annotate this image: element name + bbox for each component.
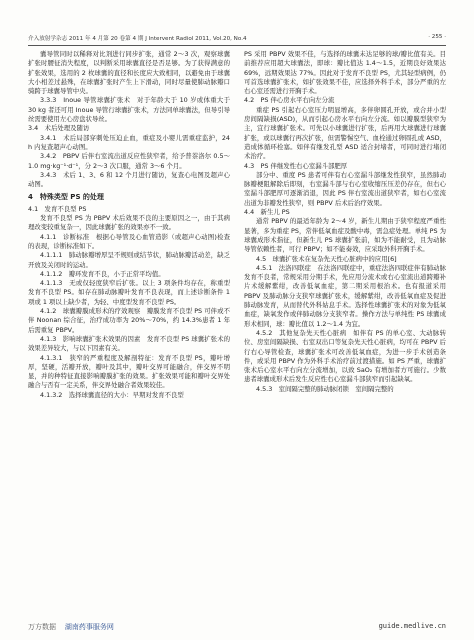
paragraph: 通常 PBPV 的最适年龄为 2～4 岁，新生儿期由于狭窄程度严重性显著，多为重症 PS，常伴低氧血症及酸中毒，需急症处理。单纯 PS 为球囊成形术指征，但新生儿 PS 球囊扩张前，如为不能耐受，且为动脉导管依赖性者，可行 PBPV；如不能奏效，应采取外科开胸手术。 (244, 217, 446, 254)
page-footer (28, 622, 446, 632)
paragraph: 4.5.1 法洛四联症 在法洛四联症中，重症法洛四联症伴有肺动脉发育不良者，常规采用分期手术，先应用分流术或右心室流出道跨瓣补片术缓解紫绀，改善低氧血症，第二期采用根治术。也有报道采用 PBPV 及肺动脉分支狭窄球囊扩张术，缓解紫绀，改善低氧血症及促进肺动脉发育，从而替代外科姑息手术。选择性球囊扩张术的对象为低氧血症，缺氧发作或伴肺动脉分支狭窄者。操作方法与单纯性 PS 球囊成形术相同，球：瓣比值以 1.2～1.4 为宜。 (244, 263, 446, 328)
paragraph: 囊导管同时以稀释对比剂进行同步扩张，通常 2～3 次，观察球囊扩张时腰征消失程度，以判断采用球囊直径是否足够。为了获得满意的扩张效果，选用的 2 枚球囊的直径和长度应大致相同，以避免由于球囊大小相差过悬殊，在球囊扩张时产生上下滑动，同时尽量使肺动脉瓣口骑跨于球囊导管中央。 (28, 50, 230, 96)
watermark-site: 湖南药事服务网 (64, 623, 114, 631)
footer-left (28, 622, 114, 632)
right-column (244, 50, 446, 618)
page-number: · 255 · (428, 34, 446, 40)
subsection-heading: 4.2 PS 伴心房水平右向左分流 (244, 96, 335, 105)
section-heading: 4 特殊类型 PS 的处理 (28, 193, 104, 202)
paragraph: 发育不良型 PS 为 PBPV 术后效果不良的主要原因之一，由于其病理改变较重复杂一，因此球囊扩张的效果亦不一致。 (28, 214, 230, 232)
paragraph: 4.5.2 其他复杂先天性心脏病 如伴有 PS 的单心室、大动脉转位、房室间隔缺损、右室双出口等复杂先天性心脏病，均可在 PBPV 后行右心导管检查，球囊扩张术可改善低氧血症，为进一步手术创造条件，或采用 PBPV 作为外科手术治疗前过渡措施。如 PS 严重，球囊扩张术后心室水平右向左分流增加，以致 SaO₂ 有增加者方可施行。少数患者球囊成形术后发生反应性右心室漏斗部狭窄而引起缺氧。 (244, 328, 446, 384)
paragraph: 4.1.1 诊断标准 根据心导管及心血管造影（或超声心动图)检查的表现，诊断标准如下。 (28, 232, 230, 250)
subsection-heading: 3.4 术后处理及随访 (28, 124, 90, 133)
paragraph: 3.4.1 术后局部穿刺处压迫止血，重症及小婴儿需重症监护，24 h 内复查超声心动图。 (28, 133, 230, 151)
subsection-heading: 4.1 发育不良型 PS (28, 204, 87, 213)
paragraph: 4.1.3.2 选择球囊直径的大小：早期对发育不良型 (40, 390, 184, 399)
paragraph: PS 采用 PBPV 效果不佳，与选择的球囊未达足够的球/瓣比值有关。目前推荐应用超大球囊法，即球：瓣比值达 1.4～1.5，近期良好效果达 69%，远期效果达 77%。因此对于发育不良型 PS，尤其轻型病例，仍可首选球囊扩张术，如扩张效果不佳，应选择外科手术，部分严重的左右心室还需进行开胸手术。 (244, 50, 446, 96)
paragraph: 3.4.2 PBPV 后伴右室流出道反应性狭窄者，给予普萘洛尔 0.5～1.0 mg·kg⁻¹·d⁻¹，分 2～3 次口服，通常 3～6 个月。 (28, 152, 230, 170)
paragraph: 4.1.3 影响球囊扩张术效果的因素 发育不良型 PS 球囊扩张术的效果差异较大，与以下因素有关。 (28, 334, 230, 353)
subsection-heading: 4.3 PS 伴继发性右心室漏斗部肥厚 (244, 161, 348, 170)
paragraph: 3.3.3 Inoue 导管球囊扩张术 对于年龄大于 10 岁或体重大于 30 kg 者还可用 Inoue 导管行球囊扩张术，方法同单球囊法，但导引导丝需要使用左心房盘状导丝。 (28, 96, 230, 124)
watermark-wanfang: 万方数据 (28, 623, 56, 631)
paragraph: 4.1.1.1 肺动脉瓣增厚呈不规则或结节状，肺动脉瓣活动差，缺乏开放及关闭时的运动。 (28, 251, 230, 269)
paragraph: 重症 PS 引起右心室压力明显增高，多伴卵圆孔开放，或合并小型房间隔缺损(ASD)，从而引起心房水平右向左分流。如以瓣膜型狭窄为主，宜行球囊扩张术。可先以小球囊进行扩张，后再用大球囊进行球囊扩张，或以球囊行再次扩张，但需警惕空气、血栓通过卵圆孔或 ASD，造成体循环栓塞。如伴有继发孔型 ASD 适合封堵者，可同时进行堵闭术治疗。 (244, 105, 446, 161)
paragraph: 4.5 球囊扩张术在复杂先天性心脏病中的应用[6] (256, 254, 397, 263)
paragraph: 4.1.1.3 无或仅轻度狭窄后扩张。以上 3 项条件均存在，称重型发育不良型 PS。如存在肺动脉瓣叶发育不良表现，而上述诊断条件 1 项或 1 项以上缺少者，为轻、中度型发育不良型 PS。 (28, 279, 230, 306)
paragraph: 4.1.1.2 瓣环发育不良，小于正常平均值。 (40, 269, 165, 278)
watermark-url[interactable]: guide.medlive.cn (378, 622, 446, 630)
paragraph: 部分中、重度 PS 患者可伴有右心室漏斗部继发性狭窄，虽然肺动脉瓣梗阻解除后即刻，右室漏斗部与右心室收缩压压差仍存在，但右心室漏斗部肥厚可逐渐消退，因此 PS 伴右室流出道狭窄者，如右心室流出道为非瓣发性狭窄，则 PBPV 后术后治疗效果。 (244, 170, 446, 207)
journal-info: 介入放射学杂志 2011 年 4 月第 20 卷第 4 期 J Intervent Radiol 2011, Vol.20, No.4 (28, 36, 247, 42)
left-column (28, 50, 230, 618)
subsection-heading: 4.4 新生儿 PS (244, 208, 290, 217)
article-body (28, 50, 446, 618)
paragraph: 3.4.3 术后 1、3、6 和 12 个月进行随访，复查心电图及超声心动图。 (28, 170, 230, 189)
paragraph: 4.5.3 室间隔完整的肺动脉闭锁 室间隔完整的 (256, 384, 394, 393)
paragraph: 4.1.2 球囊瓣膜成形术的疗效观察 瓣膜发育不良型 PS 可伴或不伴 Noonan 综合征，治疗成功率为 20%～70%，约 14.3%患者 1 年后需重复 PBPV。 (28, 307, 230, 334)
page-header (28, 34, 446, 46)
paragraph: 4.1.3.1 狭窄的严重程度及解剖特征：发育不良型 PS，瓣叶增厚，坚硬，活瓣开放，瓣叶及其中，瓣叶交界可能融合，伴交界不明显，并的种特征直接影响瓣膜扩张的效果。扩张效果可能和瓣叶交界处融合与否有一定关系，伴交界处融合者效果较佳。 (28, 353, 230, 390)
